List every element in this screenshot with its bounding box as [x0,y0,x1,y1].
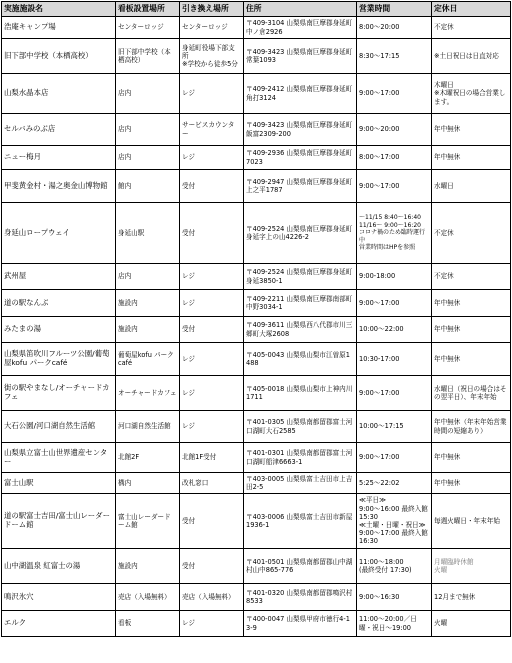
table-row [2,39,511,74]
header-exchange-location: 引き換え場所 [180,2,244,17]
cell-facility-name: 道の駅なんぶ [2,290,116,317]
cell-sign-location: 葡萄屋kofu パークcafé [116,343,180,376]
cell-address: 〒409-3611 山梨県西八代郡市川三郷町大塚2608 [244,317,357,343]
cell-facility-name: 道の駅富士吉田/富士山レーダードーム館 [2,494,116,549]
cell-exchange-location: 受付 [180,494,244,549]
cell-closed-days: 12月まで無休 [432,584,511,611]
cell-sign-location: 構内 [116,473,180,494]
table-row [2,17,511,39]
cell-facility-name: 山中湖温泉 紅富士の湯 [2,549,116,584]
header-facility-name: 実施施設名 [2,2,116,17]
cell-closed-days: 月曜臨時休館 火曜 [432,549,511,584]
cell-hours: 11:00～18:00 (最終受付 17:30) [357,549,432,584]
cell-exchange-location: レジ [180,411,244,443]
cell-facility-name: 身延山ロープウェイ [2,203,116,264]
cell-exchange-location: レジ [180,146,244,170]
cell-hours: 10:00～17:15 [357,411,432,443]
cell-hours: 10:30-17:00 [357,343,432,376]
cell-closed-days: 年中無休 [432,290,511,317]
cell-closed-days: 年中無休（年末年始営業時間の短縮あり） [432,411,511,443]
cell-exchange-location: センターロッジ [180,17,244,39]
cell-sign-location: 北館2F [116,443,180,473]
cell-exchange-location: 身延町役場下部支所 ※学校から徒歩5分 [180,39,244,74]
cell-hours: 9:00-18:00 [357,264,432,290]
table-row [2,264,511,290]
table-row [2,584,511,611]
cell-address: 〒401-0501 山梨県南都留郡山中湖村山中865-776 [244,549,357,584]
header-sign-location: 看板設置場所 [116,2,180,17]
cell-hours: 10:00～22:00 [357,317,432,343]
cell-hours: 9:00～17:00 [357,290,432,317]
cell-exchange-location: 受付 [180,549,244,584]
cell-exchange-location: 受付 [180,203,244,264]
cell-exchange-location: レジ [180,290,244,317]
cell-closed-days: 毎週火曜日・年末年始 [432,494,511,549]
cell-address: 〒409-2947 山梨県南巨摩郡身延町上之平1787 [244,170,357,203]
cell-address: 〒401-0320 山梨県南都留郡鳴沢村8533 [244,584,357,611]
table-body [2,17,511,637]
cell-facility-name: 山梨県笛吹川フルーツ公園/葡萄屋kofu パークcafé [2,343,116,376]
cell-sign-location: 施設内 [116,317,180,343]
cell-facility-name: セルバみのぶ店 [2,114,116,146]
cell-address: 〒405-0043 山梨県山梨市江曽原1488 [244,343,357,376]
cell-closed-days: 木曜日 ※木曜祝日の場合営業します。 [432,74,511,114]
cell-hours: 5:25～22:02 [357,473,432,494]
cell-hours: 11:00～20:00／日曜・祝日～19:00 [357,611,432,637]
cell-facility-name: 武州屋 [2,264,116,290]
cell-closed-days: 不定休 [432,264,511,290]
cell-exchange-location: レジ [180,376,244,411]
cell-sign-location: 看板 [116,611,180,637]
cell-address: 〒409-2524 山梨県南巨摩郡身延町身延字上の山4226-2 [244,203,357,264]
cell-closed-days: 火曜 [432,611,511,637]
cell-sign-location: 施設内 [116,290,180,317]
cell-sign-location: 店内 [116,264,180,290]
cell-hours: 9:00～17:00 [357,170,432,203]
cell-hours: 9:00～20:00 [357,114,432,146]
cell-facility-name: 旧下部中学校（本栖高校） [2,39,116,74]
cell-facility-name: 富士山駅 [2,473,116,494]
cell-address: 〒409-3423 山梨県南巨摩郡身延町常葉1093 [244,39,357,74]
cell-address: 〒409-2211 山梨県南巨摩郡南部町中野3034-1 [244,290,357,317]
cell-exchange-location: 北館1F受付 [180,443,244,473]
cell-sign-location: 館内 [116,170,180,203]
cell-closed-days: 年中無休 [432,146,511,170]
cell-sign-location: 身延山駅 [116,203,180,264]
header-hours: 営業時間 [357,2,432,17]
cell-facility-name: 山梨県立富士山世界遺産センター [2,443,116,473]
cell-exchange-location: レジ [180,264,244,290]
table-row [2,473,511,494]
cell-closed-days: 水曜日 [432,170,511,203]
cell-address: 〒409-2936 山梨県南巨摩郡身延町7023 [244,146,357,170]
table-row [2,549,511,584]
table-row [2,114,511,146]
cell-address: 〒401-0305 山梨県南都留郡富士河口湖町大石2585 [244,411,357,443]
cell-closed-days: 年中無休 [432,114,511,146]
cell-address: 〒409-2524 山梨県南巨摩郡身延町身延3850-1 [244,264,357,290]
cell-sign-location: オーチャードカフェ [116,376,180,411]
cell-hours: ～11/15 8:40～16:40 11/16～ 9:00～16:20 コロナ禍のため臨時運行中 営業時間はHPを参照 [357,203,432,264]
cell-sign-location: 施設内 [116,549,180,584]
table-row [2,343,511,376]
cell-facility-name: 大石公園/河口湖自然生活館 [2,411,116,443]
cell-exchange-location: 売店（入場無料） [180,584,244,611]
table-row [2,443,511,473]
cell-facility-name: みたまの湯 [2,317,116,343]
cell-address: 〒403-0005 山梨県富士吉田市上吉田2-5 [244,473,357,494]
cell-facility-name: ニュー梅月 [2,146,116,170]
cell-facility-name: 街の駅やまなし/オーチャードカフェ [2,376,116,411]
cell-hours: 8:00～17:00 [357,146,432,170]
cell-sign-location: 富士山レーダードーム館 [116,494,180,549]
cell-hours: 9:00～17:00 [357,376,432,411]
header-closed-days: 定休日 [432,2,511,17]
cell-exchange-location: 改札窓口 [180,473,244,494]
cell-sign-location: 売店（入場無料） [116,584,180,611]
cell-facility-name: 甲斐黄金村・湯之奥金山博物館 [2,170,116,203]
table-row [2,170,511,203]
table-row [2,74,511,114]
cell-sign-location: 店内 [116,146,180,170]
cell-sign-location: センターロッジ [116,17,180,39]
table-row [2,494,511,549]
cell-closed-days: 年中無休 [432,443,511,473]
table-row [2,146,511,170]
cell-facility-name: 鳴沢氷穴 [2,584,116,611]
cell-address: 〒409-3104 山梨県南巨摩郡身延町中ノ倉2926 [244,17,357,39]
cell-address: 〒401-0301 山梨県南都留郡富士河口湖町船津6663-1 [244,443,357,473]
cell-exchange-location: レジ [180,611,244,637]
cell-exchange-location: レジ [180,74,244,114]
table-row [2,376,511,411]
facility-table [1,1,511,637]
cell-closed-days: 不定休 [432,203,511,264]
cell-facility-name: エルク [2,611,116,637]
cell-hours: ≪平日≫ 9:00～16:00 最終入館15:30 ≪土曜・日曜・祝日≫ 9:00～17:00 最終入館16:30 [357,494,432,549]
cell-hours: 8:00～20:00 [357,17,432,39]
cell-exchange-location: 受付 [180,170,244,203]
cell-facility-name: 山梨水晶本店 [2,74,116,114]
cell-closed-days: 不定休 [432,17,511,39]
cell-closed-days: 年中無休 [432,317,511,343]
cell-exchange-location: レジ [180,343,244,376]
header-address: 住所 [244,2,357,17]
table-header-row [2,2,511,17]
cell-address: 〒400-0047 山梨県甲府市徳行4-13-9 [244,611,357,637]
cell-exchange-location: 受付 [180,317,244,343]
cell-hours: 9:00～16:30 [357,584,432,611]
table-row [2,411,511,443]
cell-sign-location: 店内 [116,74,180,114]
cell-sign-location: 店内 [116,114,180,146]
cell-address: 〒409-3423 山梨県南巨摩郡身延町飯富2309-200 [244,114,357,146]
cell-exchange-location: サービスカウンター [180,114,244,146]
cell-address: 〒403-0006 山梨県富士吉田市新屋1936-1 [244,494,357,549]
cell-sign-location: 河口湖自然生活館 [116,411,180,443]
cell-hours: 9:00～17:00 [357,74,432,114]
table-row [2,317,511,343]
cell-closed-days: ※土日祝日は日直対応 [432,39,511,74]
cell-closed-days: 年中無休 [432,343,511,376]
cell-address: 〒409-2412 山梨県南巨摩郡身延町角打3124 [244,74,357,114]
table-row [2,290,511,317]
cell-closed-days: 水曜日（祝日の場合はその翌平日）、年末年始 [432,376,511,411]
cell-hours: 9:00～17:00 [357,443,432,473]
cell-hours: 8:30～17:15 [357,39,432,74]
table-row [2,203,511,264]
table-row [2,611,511,637]
cell-address: 〒405-0018 山梨県山梨市上神内川1711 [244,376,357,411]
cell-facility-name: 浩庵キャンプ場 [2,17,116,39]
cell-closed-days: 年中無休 [432,473,511,494]
cell-sign-location: 旧下部中学校（本栖高校） [116,39,180,74]
